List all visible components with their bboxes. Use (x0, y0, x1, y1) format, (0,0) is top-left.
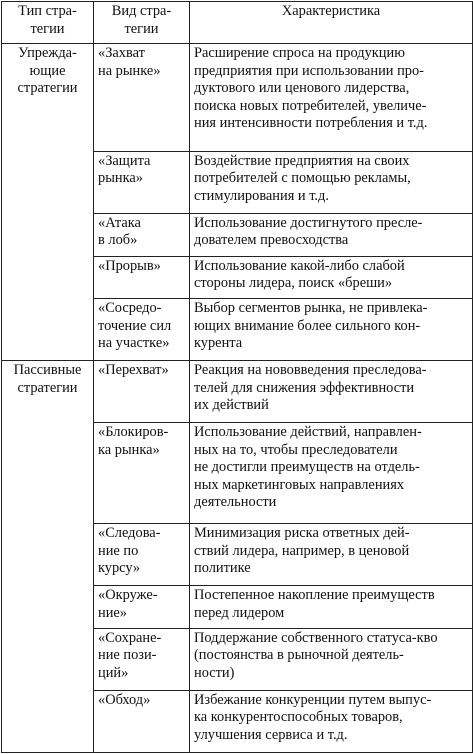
text-line: «Защита (98, 152, 151, 169)
text-line: ных на то, чтобы преследователи (194, 441, 398, 458)
text-line: на рынке» (98, 62, 161, 79)
text-line: Вид стра- (111, 3, 172, 19)
text-line: «Обход» (98, 691, 151, 708)
strategy-kind-cell (94, 628, 190, 690)
text-line: Избежание конкуренции путем выпус- (194, 691, 432, 708)
text-line: ния интенсивности потребления и т.д. (194, 115, 428, 131)
text-line: Расширение спроса на продукцию (194, 45, 405, 61)
text-line: точение сил (98, 317, 172, 334)
header-strategy-type (2, 2, 94, 44)
text-line: ций» (98, 664, 129, 681)
text-line: потребителей с помощью рекламы, (194, 170, 411, 187)
text-line: Использование какой-либо слабой (194, 257, 405, 274)
strategy-kind-cell (94, 256, 190, 299)
text-line: рынка» (98, 170, 143, 187)
strategy-kind-cell (94, 586, 190, 629)
text-line: Поддержание собственного статуса-кво (194, 629, 438, 646)
text-line: стратегии (17, 80, 78, 96)
characteristic-cell (190, 151, 473, 213)
characteristic-cell (190, 361, 473, 423)
text-line: ка конкурентоспособных товаров, (194, 709, 403, 726)
characteristic-cell (190, 423, 473, 524)
text-line: «Прорыв» (98, 257, 161, 274)
text-line: ных маркетинговых направлениях (194, 476, 405, 493)
strategy-kind-cell (94, 690, 190, 752)
characteristic-cell (190, 44, 473, 152)
text-line: Пассивные (13, 362, 82, 379)
text-line: тегии (30, 20, 65, 37)
text-line: курента (194, 335, 243, 352)
text-line: ности) (194, 664, 235, 681)
text-line: Использование достигнутого пресле- (194, 214, 423, 231)
text-line: ние» (98, 604, 127, 621)
characteristic-cell (190, 256, 473, 299)
characteristic-cell (190, 690, 473, 752)
text-line: стратегии (17, 379, 78, 396)
strategy-kind-cell (94, 524, 190, 586)
text-line: «Окруже- (98, 587, 158, 604)
text-line: ка рынка» (98, 441, 160, 458)
text-line: Характеристика (281, 3, 381, 19)
characteristic-cell (190, 299, 473, 361)
strategy-type-cell (2, 361, 94, 753)
characteristic-cell (190, 524, 473, 586)
text-line: курсу» (98, 560, 141, 577)
table-row (2, 44, 473, 152)
strategy-type-cell (2, 44, 94, 361)
text-line: ющих внимание более сильного кон- (194, 317, 421, 334)
text-line: «Сосредо- (98, 300, 162, 317)
text-line: «Атака (98, 214, 141, 231)
header-strategy-kind (94, 2, 190, 44)
strategy-kind-cell (94, 361, 190, 423)
text-line: тегии (124, 20, 159, 37)
text-line: Воздействие предприятия на своих (194, 152, 410, 169)
header-row (2, 2, 473, 44)
text-line: ние по (98, 542, 139, 559)
text-line: стороны лидера, поиск «бреши» (194, 275, 393, 292)
header-characteristic (190, 2, 473, 44)
strategy-table (1, 1, 473, 753)
text-line: стимулирования и т.д. (194, 187, 329, 204)
text-line: «Следова- (98, 525, 161, 542)
text-line: предприятия при использовании про- (194, 62, 424, 79)
strategy-kind-cell (94, 299, 190, 361)
text-line: деятельности (194, 494, 277, 511)
strategy-kind-cell (94, 44, 190, 152)
text-line: на участке» (98, 335, 170, 352)
text-line: перед лидером (194, 604, 285, 621)
text-line: «Захват (98, 45, 145, 61)
table-body (2, 44, 473, 753)
text-line: телей для снижения эффективности (194, 379, 415, 396)
text-line: Использование действий, направлен- (194, 424, 422, 441)
strategy-kind-cell (94, 213, 190, 256)
text-line: их действий (194, 397, 269, 414)
text-line: в лоб» (98, 232, 138, 249)
text-line: Постепенное накопление преимуществ (194, 587, 435, 604)
text-line: ющие (29, 62, 66, 79)
text-line: «Блокиров- (98, 424, 169, 441)
characteristic-cell (190, 628, 473, 690)
text-line: ние пози- (98, 647, 157, 664)
text-line: Выбор сегментов рынка, не привлека- (194, 300, 428, 317)
strategy-kind-cell (94, 423, 190, 524)
text-line: (постоянства в рыночной деятель- (194, 647, 404, 664)
text-line: Реакция на нововведения преследова- (194, 362, 427, 379)
table-row (2, 361, 473, 423)
strategy-kind-cell (94, 151, 190, 213)
text-line: поиска новых потребителей, увеличе- (194, 97, 427, 114)
text-line: политике (194, 560, 251, 577)
text-line: Тип стра- (18, 3, 77, 19)
characteristic-cell (190, 213, 473, 256)
text-line: ствий лидера, например, в ценовой (194, 542, 410, 559)
text-line: не достигли преимуществ на отдель- (194, 459, 420, 476)
text-line: «Перехват» (98, 362, 169, 379)
characteristic-cell (190, 586, 473, 629)
text-line: дуктового или ценового лидерства, (194, 80, 410, 96)
text-line: улучшения сервиса и т.д. (194, 726, 348, 743)
text-line: «Сохране- (98, 629, 162, 646)
text-line: Упрежда- (18, 45, 77, 61)
text-line: дователем превосходства (194, 232, 349, 249)
text-line: Минимизация риска ответных дей- (194, 525, 410, 542)
